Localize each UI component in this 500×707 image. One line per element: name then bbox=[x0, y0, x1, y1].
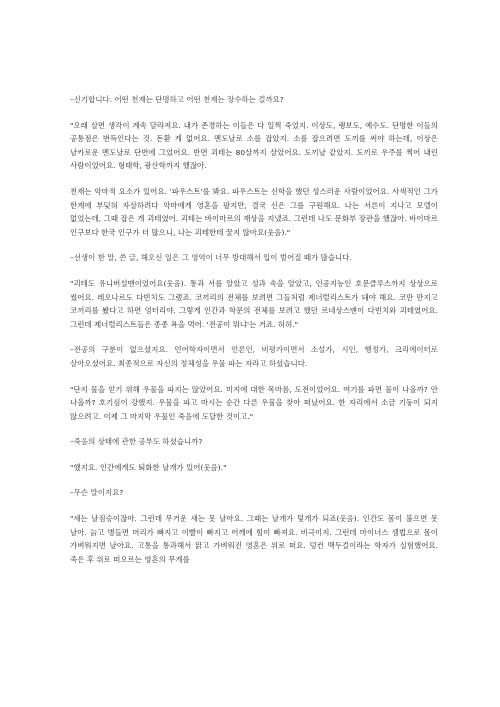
interview-question: –선생이 한 말, 쓴 글, 해오신 일은 그 영역이 너무 방대해서 입이 벌어질 때가 많습니다. bbox=[70, 253, 352, 263]
interview-question: –전공의 구분이 없으셨지요. 언어학자이면서 언론인, 비평가이면서 소설가, 시인, 행정가, 크리에이터로 살아오셨어요. 최종적으로 자신의 정체성을 우물 파는 자라고 하셨습니다. bbox=[70, 345, 438, 368]
interview-answer: "단지 물을 얻기 위해 우물을 파지는 않았어요. 미지에 대한 목마름, 도전이었어요. 여기를 파면 물이 나올까? 안 나올까? 호기심이 강했지. 우물을 파고 마시는 순간 다른 우물을 찾아 떠났어요. 한 자리에서 소금 기둥이 되지 않으려고. 이제 그 마지막 우물인 죽음에 도달한 것이고." bbox=[70, 384, 438, 421]
interview-question: –무슨 말이지요? bbox=[70, 488, 124, 498]
interview-answer: "했지요. 인간에게도 퇴화한 날개가 있어(웃음)." bbox=[70, 462, 227, 472]
interview-answer: "새는 날짐승이잖아. 그런데 무거운 새는 못 날아요. 그때는 날개가 덫개가 되죠(웃음). 인간도 몸이 불으면 못 날아. 늙고 병들면 머리가 빠지고 이빨이 빠지고 어깨에 힘이 빠져요. 비극이지. 그런데 마이너스 셈법으로 몸이 가벼워지면 날아요. 고통을 통과해서 맑고 가벼워진 영혼은 위로 떠요. 덩컨 맥두걸이라는 학자가 실험했어요. 죽은 후 위로 떠오르는 영혼의 무게를 bbox=[70, 514, 438, 564]
interview-answer: "오래 살면 생각이 계속 달라져요. 내가 존경하는 이들은 다 일찍 죽었지. 이상도, 랭보도, 예수도. 단명한 이들의 공통점은 번득인다는 것. 돈환 게 없어요. 멘도날로 소를 잡았지. 소를 잡으려면 도끼를 써야 하는데, 이상은 날카로운 멘도날로 단번에 그었어요. 반면 괴테는 80살까지 살았어요. 도끼날 같았지. 도끼로 우주를 찍어 내린 사람이었어요. 형태학, 광산학까지 했잖아. bbox=[70, 120, 438, 171]
interview-question: –죽음의 상태에 관한 공부도 하셨습니까? bbox=[70, 437, 203, 447]
interview-answer: 천재는 악마적 요소가 있어요. '파우스트'를 봐요. 파우스트는 신학을 했던 성스러운 사람이었어요. 사색적인 그가 한계에 부딪혀 자살하려다 악마에게 영혼을 팔지만, 결국 신은 그를 구원해요. 나는 서른이 지나고 모델이 없었는데, 그때 잡은 게 괴테였어. 괴테는 바이마르의 재상을 지냈죠. 그런데 나도 문화부 장관을 했잖아. 바이마르 인구보다 한국 인구가 더 많으니, 나는 괴테한테 꿀지 않아요(웃음)." bbox=[70, 186, 438, 237]
interview-question: –신기합니다. 어떤 천재는 단명하고 어떤 천재는 장수하는 걸까요? bbox=[70, 95, 284, 104]
interview-answer: "괴테도 유니버설맨이었어요(웃음). 통과 서를 알았고 성과 속을 알았고, 인공지능인 호문클루스까지 상상으로 썼어요. 레오나르도 다빈치도 그랬죠. 코끼리의 전체를 보려면 그들처럼 제너럴리스트가 돼야 해요. 코만 만지고 코끼리를 봤다고 하면 엉터리야. 그렇게 인간과 학문의 전체를 보려고 했던 르네상스맨이 다빈치와 괴테였어요. 그런데 제너럴리스트들은 종종 욕을 먹어. '전공이 뭐냐'는 거죠. 허허." bbox=[70, 278, 438, 329]
